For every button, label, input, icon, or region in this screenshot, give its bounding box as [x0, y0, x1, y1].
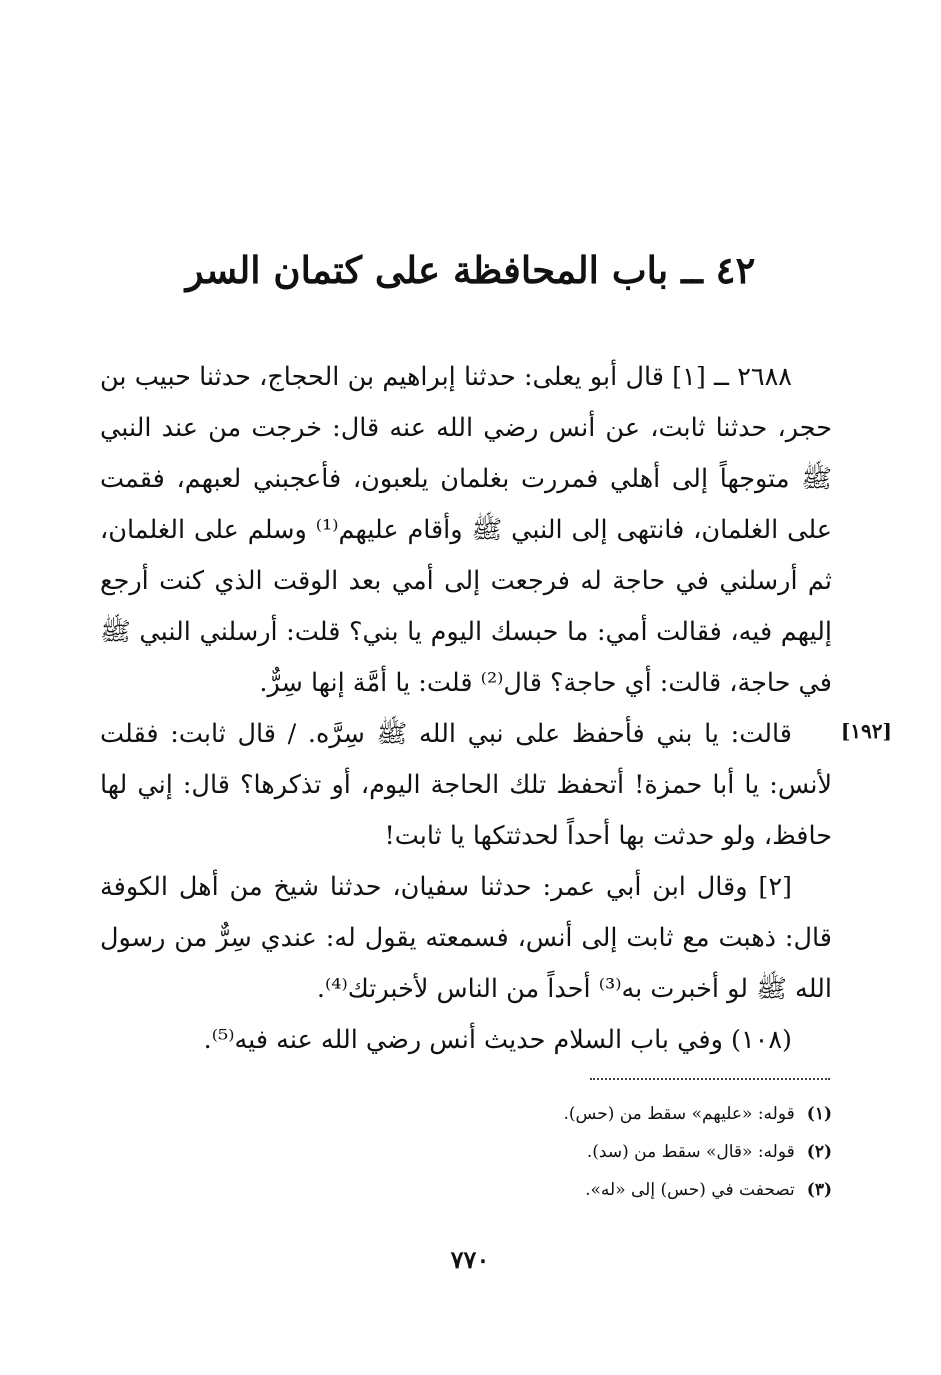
paragraph-continuation: قالت: يا بني فأحفظ على نبي الله ﷺ سِرَّه. / قال ثابت: فقلت لأنس: يا أبا حمزة! أتحفظ تلك الحاجة اليوم، أو تذكرها؟ قال: إني لها حافظ، ولو حدثت بها أحداً لحدثتكها يا ثابت!: [100, 719, 832, 851]
main-text: [100, 352, 832, 1066]
paragraph-cross-reference: (١٠٨) وفي باب السلام حديث أنس رضي الله عنه فيه⁽⁵⁾.: [203, 1025, 792, 1055]
footnote-text: قوله: «عليهم» سقط من (حس).: [563, 1104, 795, 1124]
margin-reference: [١٩٢]: [840, 719, 892, 743]
footnote-number: (٢): [806, 1142, 832, 1162]
paragraph-second-narration: [٢] وقال ابن أبي عمر: حدثنا سفيان، حدثنا شيخ من أهل الكوفة قال: ذهبت مع ثابت إلى أنس، فسمعته يقول له: عندي سِرٌّ من رسول الله ﷺ لو أخبرت به⁽³⁾ أحداً من الناس لأخبرتك⁽⁴⁾.: [100, 872, 832, 1004]
footnotes: [300, 1095, 832, 1209]
footnote-text: تصحفت في (حس) إلى «له».: [585, 1180, 795, 1200]
chapter-title: ٤٢ ــ باب المحافظة على كتمان السر: [185, 248, 756, 292]
footnote-separator: [590, 1068, 830, 1080]
footnote-item: [300, 1095, 832, 1133]
footnote-item: [300, 1133, 832, 1171]
footnote-item: [300, 1171, 832, 1209]
paragraph-hadith-2688: ٢٦٨٨ ــ [١] قال أبو يعلى: حدثنا إبراهيم بن الحجاج، حدثنا حبيب بن حجر، حدثنا ثابت، عن أنس رضي الله عنه قال: خرجت من عند النبي ﷺ متوجهاً إلى أهلي فمررت بغلمان يلعبون، فأعجبني لعبهم، فقمت على الغلمان، فانتهى إلى النبي ﷺ وأقام عليهم⁽¹⁾ وسلم على الغلمان، ثم أرسلني في حاجة له فرجعت إلى أمي بعد الوقت الذي كنت أرجع إليهم فيه، فقالت أمي: ما حبسك اليوم يا بني؟ قلت: أرسلني النبي ﷺ في حاجة، قالت: أي حاجة؟ قال⁽²⁾ قلت: يا أمَّة إنها سِرٌّ.: [100, 362, 833, 698]
footnote-number: (١): [806, 1104, 832, 1124]
page-number: ٧٧٠: [450, 1245, 490, 1274]
footnote-number: (٣): [806, 1180, 832, 1200]
footnote-text: قوله: «قال» سقط من (سد).: [586, 1142, 795, 1162]
